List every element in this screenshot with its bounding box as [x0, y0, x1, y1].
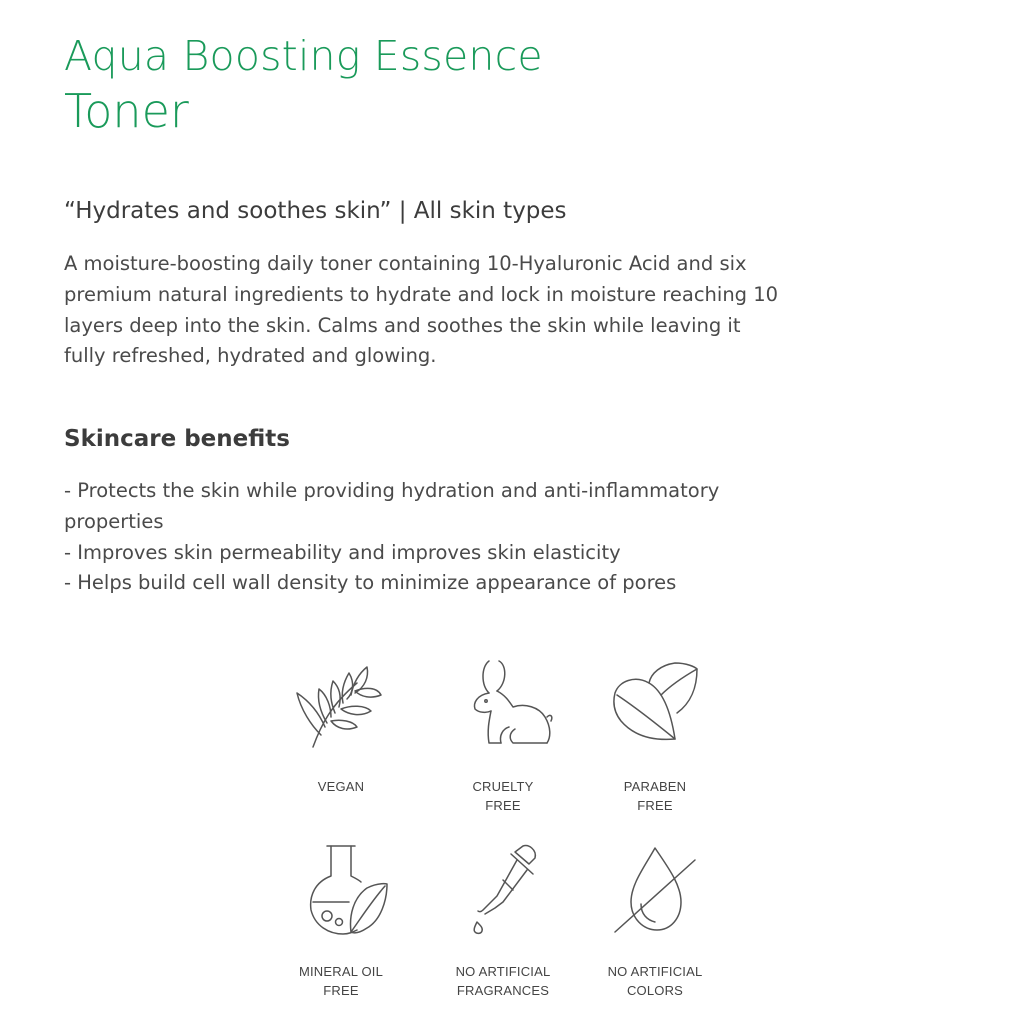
leaf-icon	[605, 655, 705, 755]
badge-label: PARABEN FREE	[623, 779, 687, 813]
benefits-heading: Skincare benefits	[64, 426, 290, 452]
product-title	[64, 30, 543, 140]
badge-mineral-oil-free	[266, 840, 416, 1000]
badge-paraben-free	[580, 655, 730, 815]
badge-no-artificial-fragrances	[428, 840, 578, 1000]
benefit-item: - Protects the skin while providing hydration and anti-inflammatory properties	[64, 479, 720, 533]
flask-leaf-icon	[291, 840, 391, 940]
badge-no-artificial-colors	[580, 840, 730, 1000]
benefits-list	[64, 476, 784, 599]
badge-label: MINERAL OIL FREE	[298, 964, 384, 998]
crossed-drop-icon	[605, 840, 705, 940]
rabbit-icon	[453, 655, 553, 755]
product-title-line1: Aqua Boosting Essence	[64, 32, 543, 80]
badge-label: NO ARTIFICIAL FRAGRANCES	[455, 964, 551, 998]
dropper-icon	[453, 840, 553, 940]
product-description: A moisture-boosting daily toner containing 10-Hyaluronic Acid and six premium natural ingredients to hydrate and lock in moisture reaching 10 layers deep into the skin. Calms and soothes the skin while leaving it fully refreshed, hydrated and glowing.	[64, 252, 779, 368]
badge-label: CRUELTY FREE	[472, 779, 534, 813]
badge-cruelty-free	[428, 655, 578, 815]
product-tagline: “Hydrates and soothes skin” | All skin types	[64, 198, 567, 224]
badge-label: NO ARTIFICIAL COLORS	[607, 964, 703, 998]
benefit-item: - Helps build cell wall density to minimize appearance of pores	[64, 571, 677, 595]
product-title-line2: Toner	[64, 84, 189, 138]
badge-label: VEGAN	[317, 779, 365, 794]
vegan-leaf-icon	[291, 655, 391, 755]
badge-vegan	[266, 655, 416, 796]
benefit-item: - Improves skin permeability and improves skin elasticity	[64, 540, 621, 564]
